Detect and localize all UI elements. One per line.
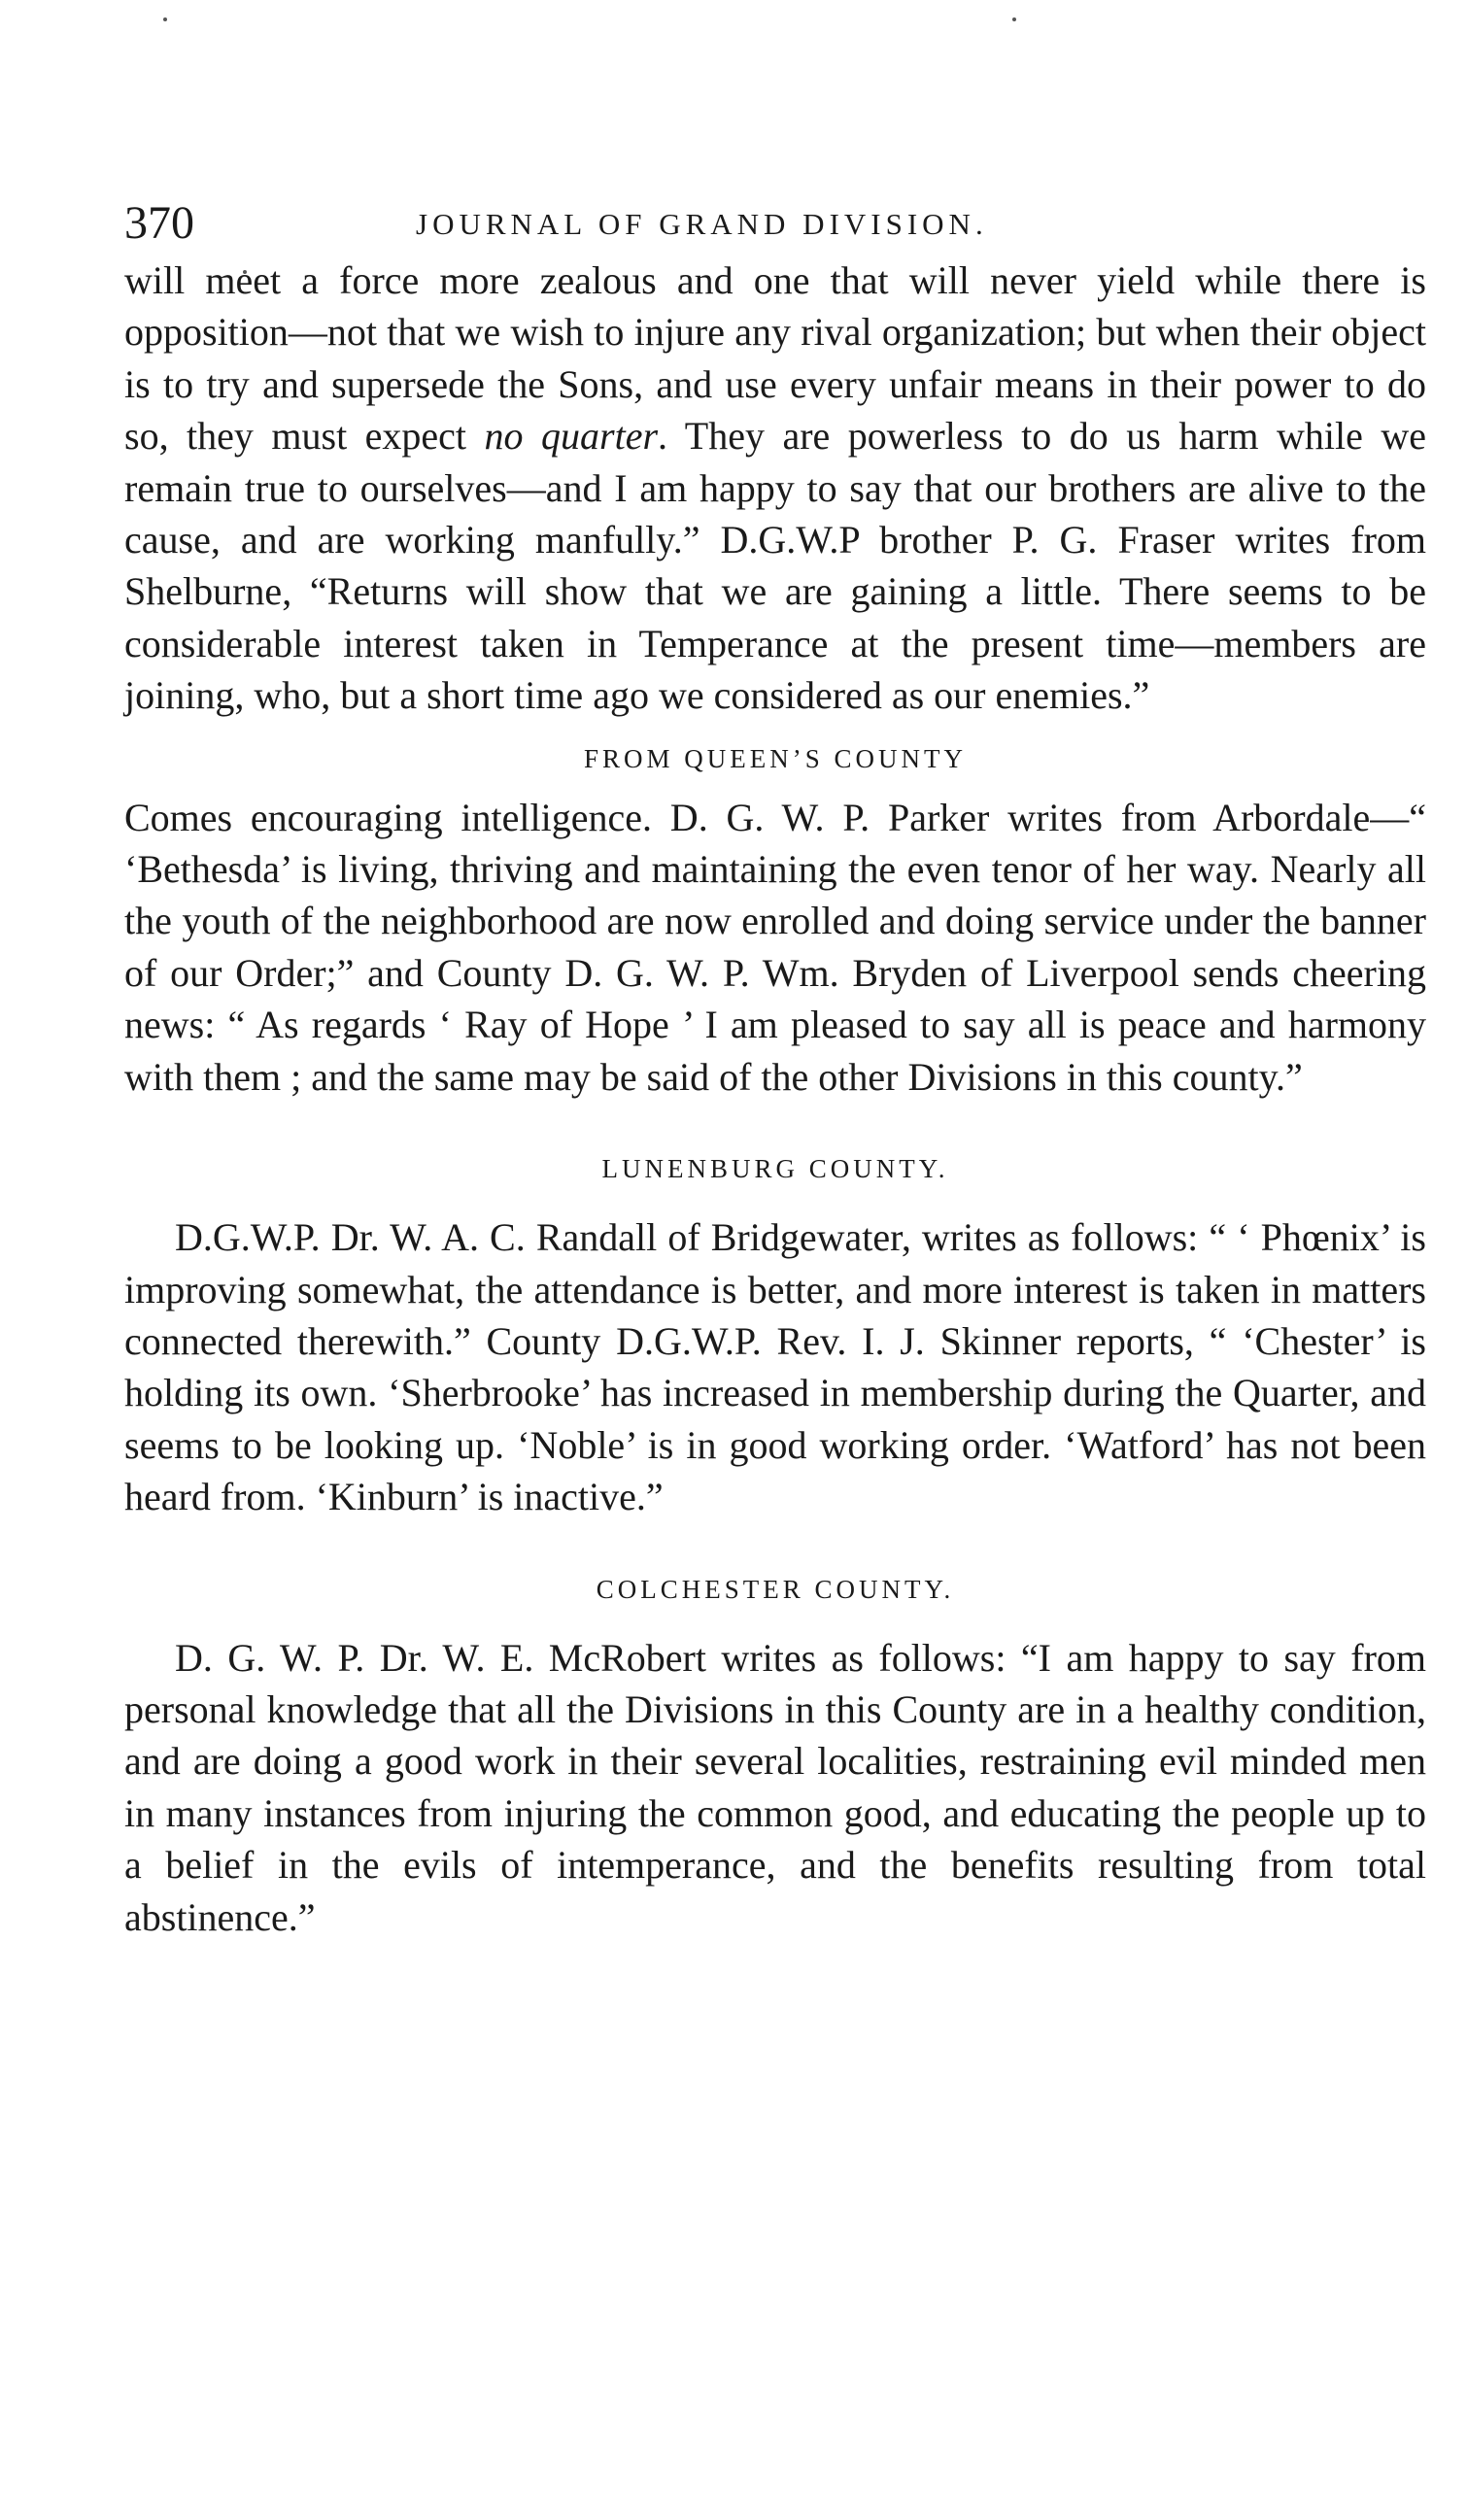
page-header	[124, 194, 1426, 253]
italic-phrase: no quarter	[484, 414, 659, 459]
stray-mark-left	[163, 17, 167, 21]
heading-lunenburg-county: LUNENBURG COUNTY.	[601, 1154, 949, 1184]
body-text	[124, 255, 1426, 1943]
paragraph-continued: will meet a force more zealous and one that will never yield while there is opposition—not that we wish to injure any rival organization; but when their object is to try and supersede the Sons, and use every unfair means in their power to do so, they must expect no quarter. They are powerless to do us harm while we remain true to ourselves—and I am happy to say that our brothers are alive to the cause, and are working manfully.” D.G.W.P brother P. G. Fraser writes from Shelburne, “Returns will show that we are gaining a little. There seems to be considerable interest taken in Temperance at the present time—members are joining, who, but a short time ago we considered as our enemies.”	[124, 258, 1426, 718]
heading-colchester-county: COLCHESTER COUNTY.	[596, 1574, 955, 1604]
paragraph-colchester-county: D. G. W. P. Dr. W. E. McRobert writes as follows: “I am happy to say from personal knowledge that all the Divisions in this County are in a healthy condition, and are doing a good work in their several localities, restraining evil minded men in many instances from injuring the common good, and educating the people up to a belief in the evils of intemperance, and the benefits resulting from total abstinence.”	[124, 1635, 1426, 1939]
page-number: 370	[124, 197, 194, 249]
stray-mark-right	[1012, 17, 1016, 21]
heading-queens-county: FROM QUEEN’S COUNTY	[583, 743, 967, 773]
paragraph-lunenburg-county: D.G.W.P. Dr. W. A. C. Randall of Bridgewater, writes as follows: “ ‘ Phœnix’ is improving somewhat, the attendance is better, and more interest is taken in matters connected therewith.” County D.G.W.P. Rev. I. J. Skinner reports, “ ‘Chester’ is holding its own. ‘Sherbrooke’ has increased in membership during the Quarter, and seems to be looking up. ‘Noble’ is in good working order. ‘Watford’ has not been heard from. ‘Kinburn’ is inactive.”	[124, 1215, 1426, 1519]
running-head: JOURNAL OF GRAND DIVISION.	[416, 207, 988, 241]
paragraph-queens-county: Comes encouraging intelligence. D. G. W. P. Parker writes from Arbordale—“ ‘Bethesda’ is living, thriving and maintaining the even tenor of her way. Nearly all the youth of the neighborhood are now enrolled and doing service under the banner of our Order;” and County D. G. W. P. Wm. Bryden of Liverpool sends cheering news: “ As regards ‘ Ray of Hope ’ I am pleased to say all is peace and harmony with them ; and the same may be said of the other Divisions in this county.”	[124, 795, 1426, 1099]
